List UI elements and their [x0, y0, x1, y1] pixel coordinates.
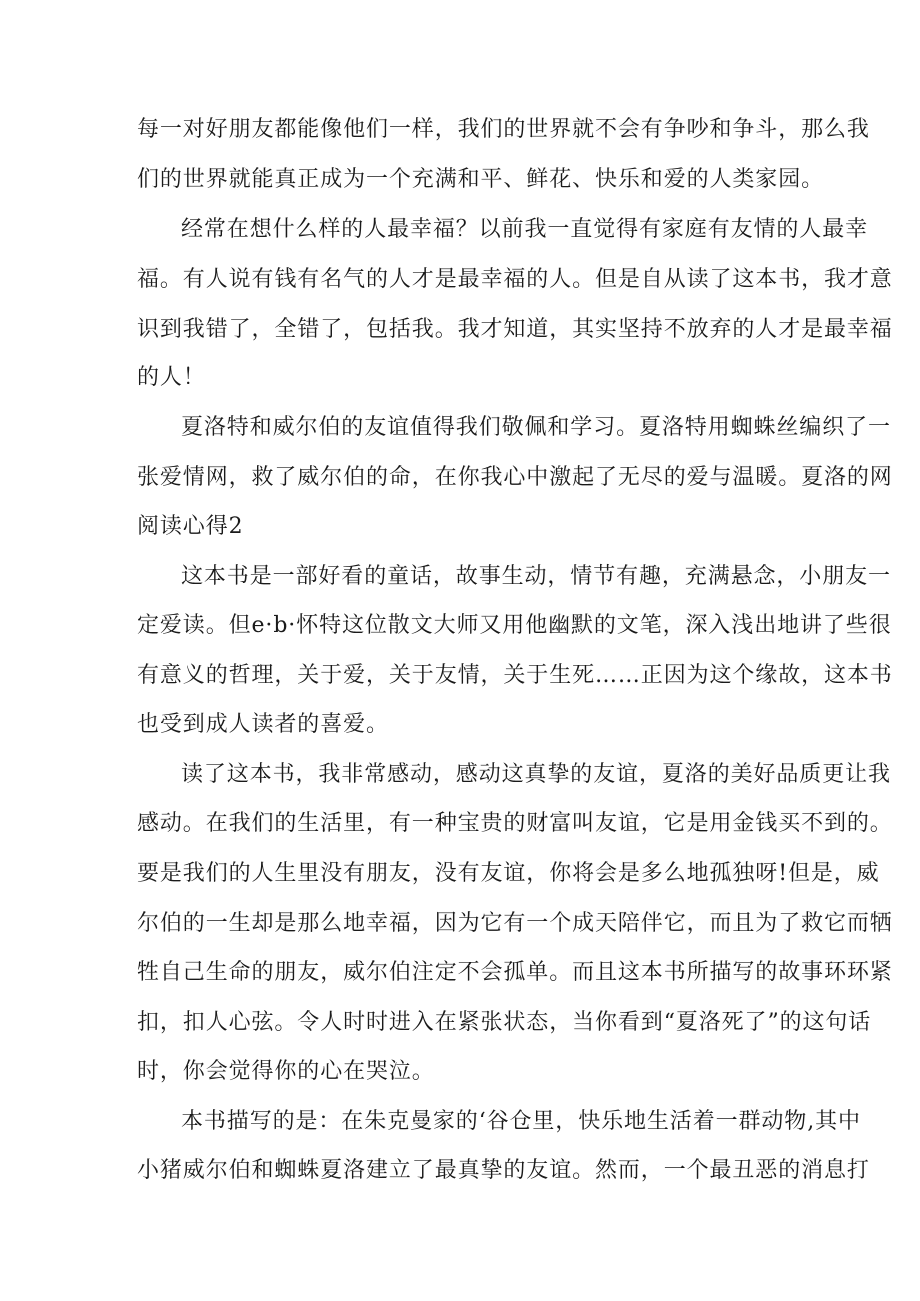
section-heading: 阅读心得2: [137, 514, 244, 539]
text-line: 定爱读。但e·b·怀特这位散文大师又用他幽默的文笔，深入浅出地讲了些很: [137, 613, 892, 638]
text-line: 扣，扣人心弦。令人时时进入在紧张状态，当你看到“夏洛死了”的这句话: [137, 1010, 872, 1035]
text-line: 每一对好朋友都能像他们一样，我们的世界就不会有争吵和争斗，那么我: [137, 117, 870, 142]
paragraph-start-line: 读了这本书，我非常感动，感动这真挚的友谊，夏洛的美好品质更让我: [181, 762, 891, 787]
text-line: 要是我们的人生里没有朋友，没有友谊，你将会是多么地孤独呀!但是，威: [137, 861, 880, 886]
text-line: 张爱情网，救了威尔伯的命，在你我心中激起了无尽的爱与温暖。夏洛的网: [137, 465, 893, 490]
text-line: 尔伯的一生却是那么地幸福，因为它有一个成天陪伴它，而且为了救它而牺: [137, 911, 893, 936]
text-line: 感动。在我们的生活里，有一种宝贵的财富叫友谊，它是用金钱买不到的。: [137, 811, 893, 836]
text-line: 们的世界就能真正成为一个充满和平、鲜花、快乐和爱的人类家园。: [137, 167, 825, 192]
paragraph-start-line: 本书描写的是：在朱克曼家的‘谷仓里，快乐地生活着一群动物,其中: [181, 1109, 861, 1134]
text-line: 时，你会觉得你的心在哭泣。: [137, 1059, 435, 1084]
text-line: 识到我错了，全错了，包括我。我才知道，其实坚持不放弃的人才是最幸福: [137, 317, 893, 342]
text-line: 的人！: [137, 365, 206, 390]
text-line: 福。有人说有钱有名气的人才是最幸福的人。但是自从读了这本书，我才意: [137, 267, 893, 292]
paragraph-start-line: 这本书是一部好看的童话，故事生动，情节有趣，充满悬念，小朋友一: [181, 564, 891, 589]
text-line: 牲自己生命的朋友，威尔伯注定不会孤单。而且这本书所描写的故事环环紧: [137, 960, 893, 985]
text-line: 小猪威尔伯和蜘蛛夏洛建立了最真挚的友谊。然而，一个最丑恶的消息打: [137, 1158, 870, 1183]
text-line: 有意义的哲理，关于爱，关于友情，关于生死……正因为这个缘故，这本书: [137, 663, 893, 688]
text-line: 也受到成人读者的喜爱。: [137, 712, 389, 737]
paragraph-start-line: 夏洛特和威尔伯的友谊值得我们敬佩和学习。夏洛特用蜘蛛丝编织了一: [181, 415, 891, 440]
paragraph-start-line: 经常在想什么样的人最幸福？以前我一直觉得有家庭有友情的人最幸: [181, 217, 869, 242]
